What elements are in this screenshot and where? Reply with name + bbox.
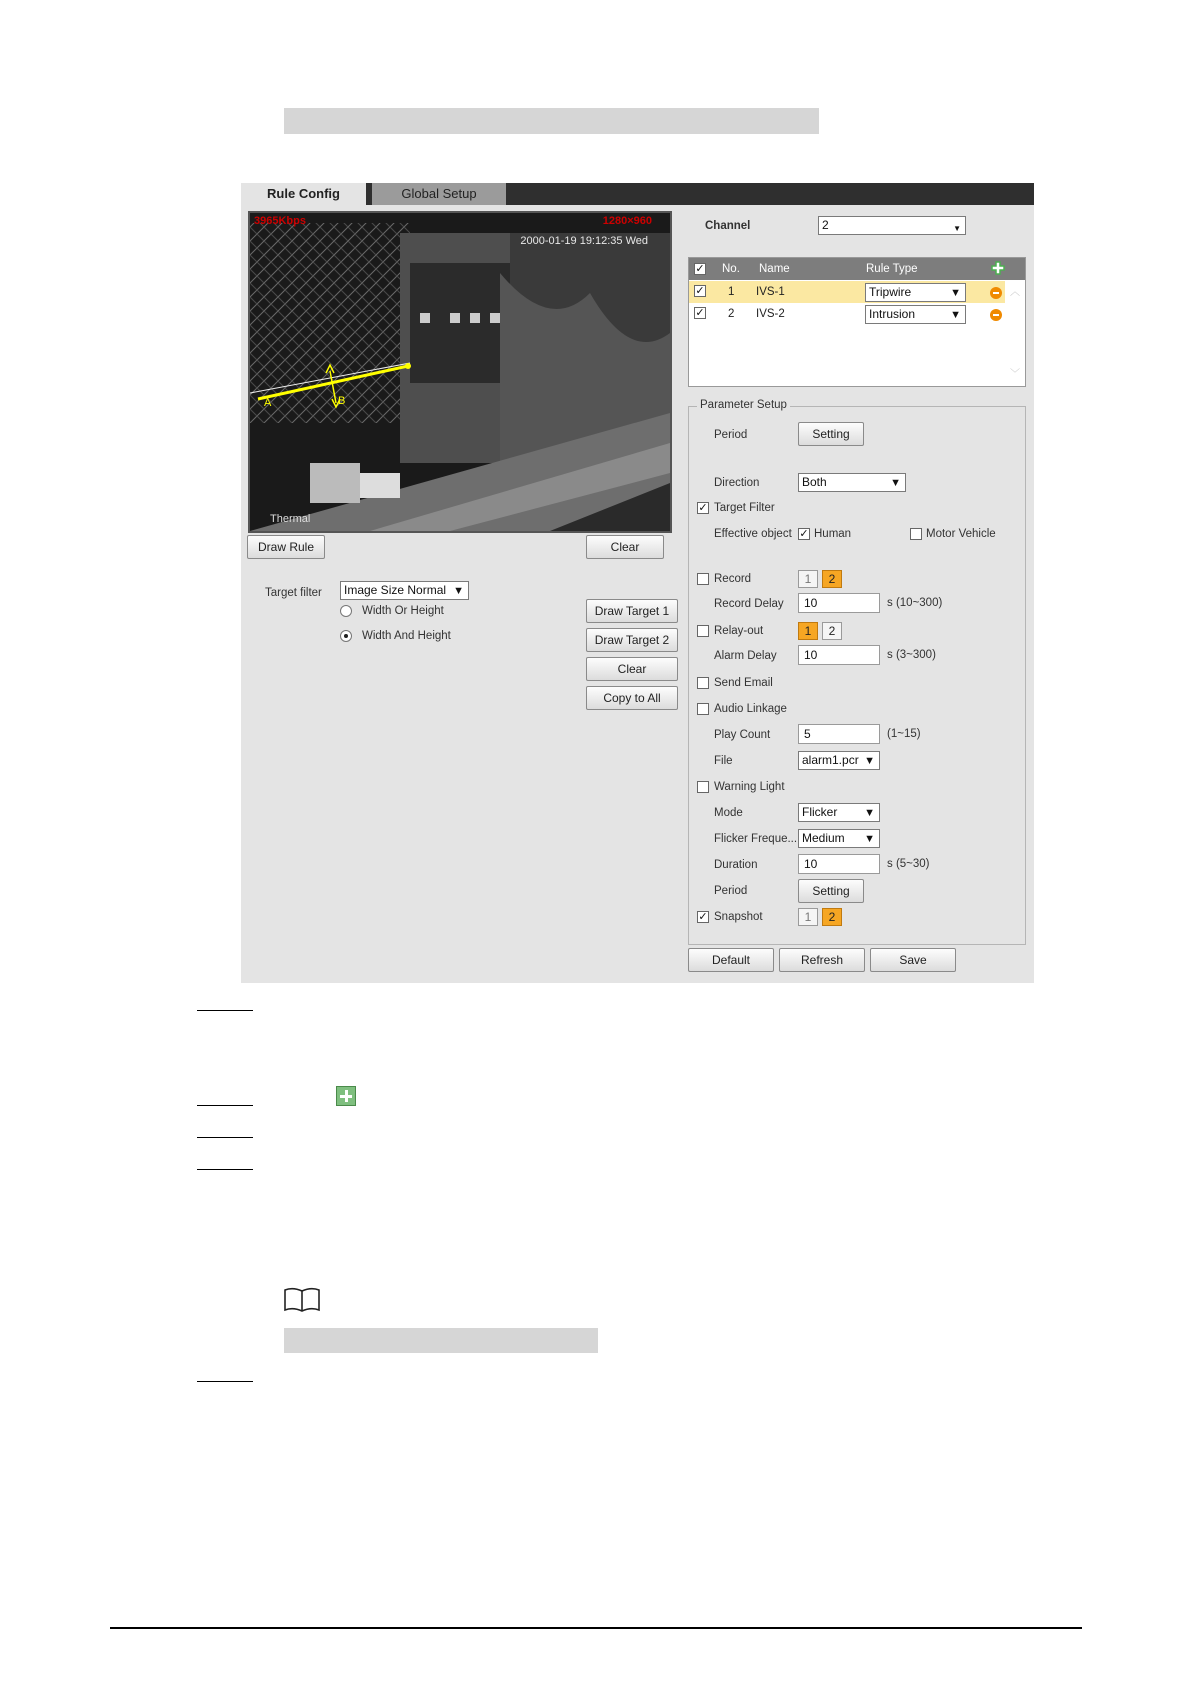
rule-label-a: A (264, 397, 272, 409)
rule-type-value: Tripwire (869, 285, 912, 299)
width-or-height-label: Width Or Height (362, 605, 444, 617)
chevron-down-icon: ▼ (864, 807, 875, 819)
tab-global-setup[interactable]: Global Setup (372, 183, 506, 205)
step-marker (197, 1010, 253, 1011)
duration-range: s (5~30) (887, 858, 930, 870)
width-and-height-radio[interactable] (340, 630, 352, 642)
chevron-down-icon: ▼ (950, 287, 961, 299)
warning-light-checkbox[interactable] (697, 781, 709, 793)
caption-bar (284, 108, 819, 134)
col-rule-type: Rule Type (866, 263, 918, 275)
row-checkbox[interactable]: ✓ (695, 285, 705, 297)
draw-rule-button[interactable]: Draw Rule (247, 535, 325, 559)
file-label: File (714, 755, 733, 767)
delete-rule-icon[interactable] (990, 309, 1002, 321)
step-marker (197, 1169, 253, 1170)
rule-table-header (689, 258, 1025, 280)
direction-label: Direction (714, 477, 760, 489)
chevron-down-icon: ▼ (953, 224, 961, 233)
step-marker (197, 1137, 253, 1138)
table-scrollbar[interactable] (1007, 281, 1023, 384)
motor-vehicle-checkbox[interactable] (910, 528, 922, 540)
record-delay-label: Record Delay (714, 598, 784, 610)
draw-target-1-button[interactable]: Draw Target 1 (586, 599, 678, 623)
table-row[interactable] (689, 303, 1005, 325)
footer-rule (110, 1627, 1082, 1629)
flicker-frequency-select[interactable] (798, 829, 880, 848)
alarm-delay-input[interactable]: 10 (798, 645, 880, 665)
snapshot-channel-2[interactable]: 2 (822, 908, 842, 926)
step-marker (197, 1381, 253, 1382)
chevron-down-icon: ▼ (950, 309, 961, 321)
period-setting-button[interactable]: Setting (798, 422, 864, 446)
play-count-label: Play Count (714, 729, 771, 741)
video-preview[interactable] (248, 211, 672, 533)
row-name: IVS-1 (756, 286, 785, 298)
period2-setting-button[interactable]: Setting (798, 879, 864, 903)
image-size-select[interactable] (340, 581, 469, 600)
step-marker (197, 1105, 253, 1106)
motor-vehicle-label: Motor Vehicle (926, 528, 996, 540)
default-button[interactable]: Default (688, 948, 774, 972)
rule-type-select[interactable] (865, 305, 966, 324)
audio-linkage-label: Audio Linkage (714, 703, 787, 715)
select-all-checkbox[interactable]: ✓ (695, 263, 705, 275)
channel-select[interactable] (818, 216, 966, 235)
alarm-delay-label: Alarm Delay (714, 650, 777, 662)
rule-type-value: Intrusion (869, 307, 916, 321)
record-channel-2[interactable]: 2 (822, 570, 842, 588)
send-email-label: Send Email (714, 677, 773, 689)
record-channel-1[interactable]: 1 (798, 570, 818, 588)
clear-rule-button[interactable]: Clear (586, 535, 664, 559)
audio-linkage-checkbox[interactable] (697, 703, 709, 715)
scroll-up-icon[interactable]: ︿ (1010, 287, 1020, 298)
scroll-down-icon[interactable]: ﹀ (1010, 369, 1020, 380)
width-or-height-radio[interactable] (340, 605, 352, 617)
duration-label: Duration (714, 859, 758, 871)
record-label: Record (714, 573, 752, 585)
draw-target-2-button[interactable]: Draw Target 2 (586, 628, 678, 652)
resolution-overlay: 1280×960 (602, 215, 652, 227)
relay-out-label: Relay-out (714, 625, 764, 637)
play-count-range: (1~15) (887, 728, 921, 740)
col-name: Name (759, 263, 790, 275)
file-select[interactable] (798, 751, 880, 770)
chevron-down-icon: ▼ (864, 833, 875, 845)
timestamp-overlay: 2000-01-19 19:12:35 Wed (520, 235, 648, 247)
alarm-delay-range: s (3~300) (887, 649, 936, 661)
channel-value: 2 (822, 218, 829, 232)
play-count-input[interactable]: 5 (798, 724, 880, 744)
send-email-checkbox[interactable] (697, 677, 709, 689)
record-delay-input[interactable]: 10 (798, 593, 880, 613)
image-size-value: Image Size Normal (344, 583, 447, 597)
snapshot-channel-1[interactable]: 1 (798, 908, 818, 926)
flicker-frequency-label: Flicker Freque... (714, 833, 798, 845)
row-no: 2 (728, 308, 735, 320)
add-rule-icon (336, 1086, 356, 1106)
copy-to-all-button[interactable]: Copy to All (586, 686, 678, 710)
channel-osd: Thermal (270, 513, 311, 525)
row-name: IVS-2 (756, 308, 785, 320)
snapshot-checkbox[interactable]: ✓ (698, 911, 708, 923)
row-no: 1 (728, 286, 735, 298)
record-checkbox[interactable] (697, 573, 709, 585)
row-checkbox[interactable]: ✓ (695, 307, 705, 319)
mode-value: Flicker (802, 805, 838, 819)
snapshot-label: Snapshot (714, 911, 763, 923)
warning-light-label: Warning Light (714, 781, 785, 793)
period-label: Period (714, 429, 748, 441)
book-icon (283, 1286, 321, 1314)
relay-out-checkbox[interactable] (697, 625, 709, 637)
width-and-height-label: Width And Height (362, 630, 451, 642)
bitrate-overlay: 3965Kbps (254, 215, 306, 227)
rule-table (688, 257, 1026, 387)
direction-select[interactable] (798, 473, 906, 492)
delete-rule-icon[interactable] (990, 287, 1002, 299)
chevron-down-icon: ▼ (890, 477, 901, 489)
video-scene (250, 213, 670, 531)
chevron-down-icon: ▼ (453, 585, 464, 597)
parameter-setup-title: Parameter Setup (697, 399, 790, 411)
channel-label: Channel (705, 220, 751, 232)
duration-input[interactable]: 10 (798, 854, 880, 874)
relay-channel-2[interactable]: 2 (822, 622, 842, 640)
record-delay-range: s (10~300) (887, 597, 943, 609)
add-rule-icon[interactable] (991, 261, 1005, 275)
note-bar (284, 1328, 598, 1353)
tab-rule-config[interactable]: Rule Config (241, 183, 366, 205)
table-row[interactable] (689, 281, 1005, 303)
mode-select[interactable] (798, 803, 880, 822)
relay-channel-1[interactable]: 1 (798, 622, 818, 640)
col-no: No. (722, 263, 740, 275)
rule-config-screenshot (241, 183, 1034, 983)
clear-target-button[interactable]: Clear (586, 657, 678, 681)
human-label: Human (814, 528, 852, 540)
target-filter-checkbox[interactable]: ✓ (698, 502, 708, 514)
rule-label-b: B (338, 395, 346, 407)
file-value: alarm1.pcr (802, 753, 859, 767)
target-filter-text: Target Filter (714, 502, 775, 514)
save-button[interactable]: Save (870, 948, 956, 972)
refresh-button[interactable]: Refresh (779, 948, 865, 972)
parameter-setup-group (688, 399, 1026, 945)
effective-object-label: Effective object (714, 528, 792, 540)
human-checkbox[interactable]: ✓ (799, 528, 809, 540)
period2-label: Period (714, 885, 748, 897)
mode-label: Mode (714, 807, 743, 819)
rule-type-select[interactable] (865, 283, 966, 302)
flicker-frequency-value: Medium (802, 831, 845, 845)
chevron-down-icon: ▼ (864, 755, 875, 767)
direction-value: Both (802, 475, 827, 489)
target-filter-label: Target filter (265, 587, 322, 599)
